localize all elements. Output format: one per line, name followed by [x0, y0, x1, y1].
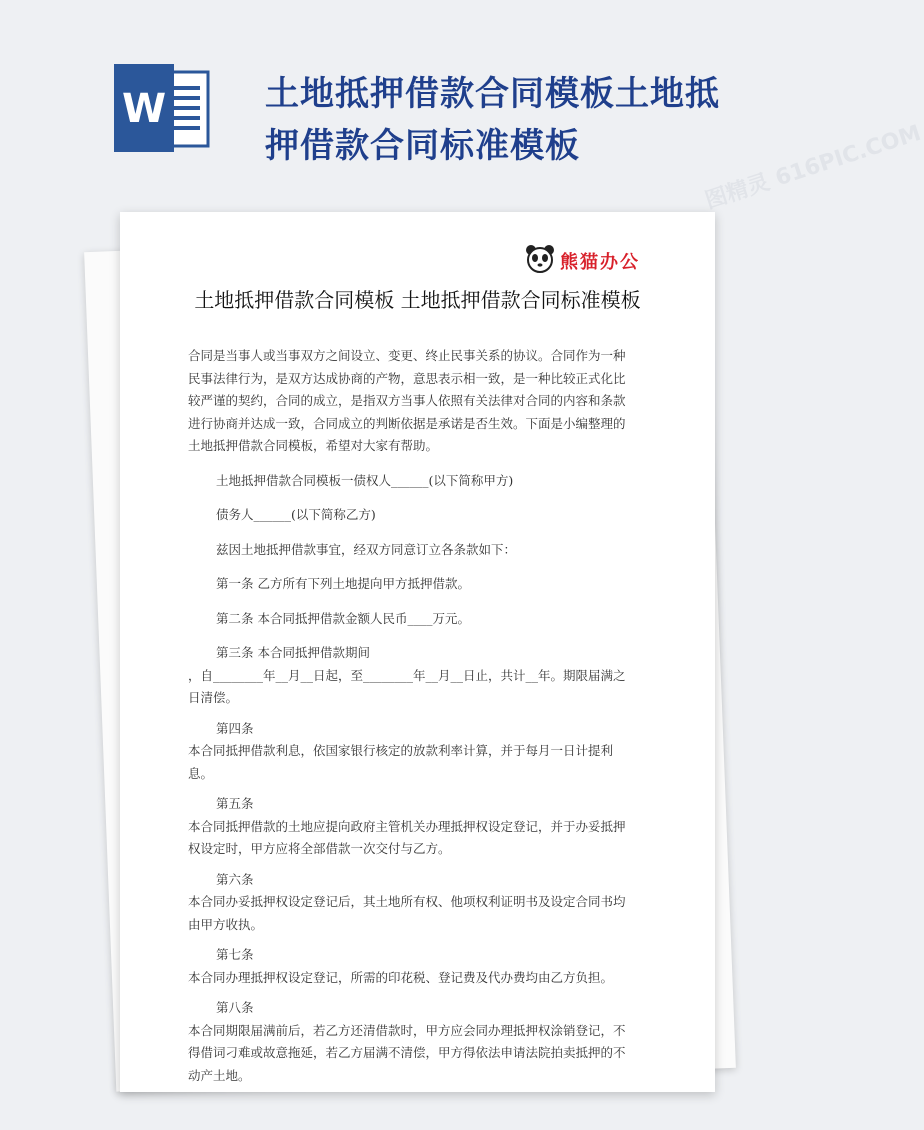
- document-body: [188, 345, 632, 1087]
- article-5-heading: 第五条: [216, 796, 254, 811]
- article-7-body: 本合同办理抵押权设定登记，所需的印花税、登记费及代办费均由乙方负担。: [188, 969, 614, 985]
- article-1: 第一条 乙方所有下列土地提向甲方抵押借款。: [216, 576, 470, 591]
- article-6-body: 本合同办妥抵押权设定登记后，其土地所有权、他项权利证明书及设定合同书均由甲方收执。: [188, 894, 626, 932]
- word-document-icon: [112, 62, 212, 154]
- header-title: [265, 68, 765, 172]
- brand-name: 熊猫办公: [560, 252, 640, 273]
- article-2: 第二条 本合同抵押借款金额人民币____万元。: [216, 610, 470, 626]
- article-8-heading: 第八条: [216, 1000, 254, 1015]
- article-6-heading: 第六条: [216, 871, 254, 887]
- word-logo-letter: W: [121, 86, 167, 132]
- watermark: 图精灵 616PIC.COM: [702, 120, 924, 215]
- article-8-body: 本合同期限届满前后，若乙方还清借款时，甲方应会同办理抵押权涂销登记，不得借词刁难或故意拖延，若乙方届满不清偿，甲方得依法申请法院拍卖抵押的不动产土地。: [188, 1022, 626, 1083]
- article-3-body: ，自________年__月__日起，至________年__月__日止，共计__年。期限届满之日清偿。: [188, 667, 626, 705]
- document-title: 土地抵押借款合同模板 土地抵押借款合同标准模板: [194, 288, 641, 312]
- intro-paragraph: 合同是当事人或当事双方之间设立、变更、终止民事关系的协议。合同作为一种民事法律行为，是双方达成协商的产物，意思表示相一致，是一种比较正式化比较严谨的契约，合同的成立，是指双方当事人依照有关法律对合同的内容和条款进行协商并达成一致，合同成立的判断依据是承诺是否生效。下面是小编整理的土地抵押借款合同模板，希望对大家有帮助。: [188, 348, 626, 453]
- article-3-heading: 第三条 本合同抵押借款期间: [216, 645, 370, 660]
- header-banner: [0, 0, 924, 215]
- debtor-line: 债务人______(以下简称乙方): [216, 507, 376, 522]
- header-title-line2: 押借款合同标准模板: [265, 126, 580, 166]
- document-page: [120, 212, 715, 1092]
- article-4-body: 本合同抵押借款利息，依国家银行核定的放款利率计算，并于每月一日计提利息。: [188, 743, 614, 781]
- creditor-line: 土地抵押借款合同模板一债权人______(以下简称甲方): [216, 472, 514, 488]
- article-4-heading: 第四条: [216, 720, 254, 736]
- header-title-line1: 土地抵押借款合同模板土地抵: [265, 74, 720, 114]
- panda-icon: [525, 244, 555, 274]
- article-7-heading: 第七条: [216, 947, 254, 962]
- preamble-line: 兹因土地抵押借款事宜，经双方同意订立各条款如下：: [216, 541, 517, 557]
- article-5-body: 本合同抵押借款的土地应提向政府主管机关办理抵押权设定登记，并于办妥抵押权设定时，甲方应将全部借款一次交付与乙方。: [188, 818, 626, 856]
